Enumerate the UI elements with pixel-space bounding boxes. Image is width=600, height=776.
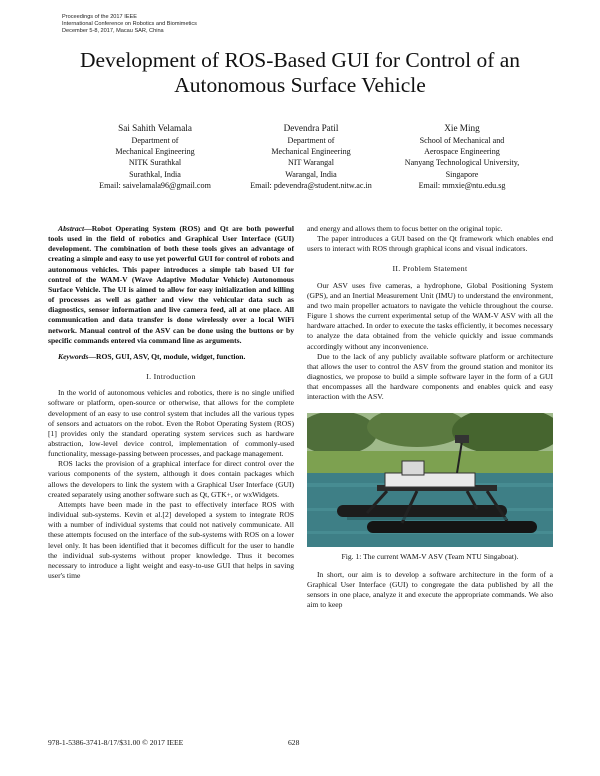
proceedings-header	[62, 14, 197, 36]
right-column	[307, 224, 553, 610]
author-line: Mechanical Engineering	[115, 146, 195, 156]
paragraph: and energy and allows them to focus better on the original topic.	[307, 224, 503, 233]
paragraph: ROS lacks the provision of a graphical interface for direct control over the various components of the system, although it does contain packages which allows the developers to link the system with a Graphical User Interface (GUI) created separately using another software such as Qt, GTK+, or wxWidgets.	[48, 459, 294, 499]
asv-photo-illustration	[307, 413, 553, 547]
author-email: Email: pdevendra@student.nitw.ac.in	[250, 181, 372, 191]
section-heading-introduction: I. Introduction	[146, 372, 196, 382]
title-line: Development of ROS-Based GUI for Control of an	[79, 48, 521, 72]
paper-title	[30, 48, 570, 98]
author-name: Xie Ming	[444, 123, 480, 133]
author-line: Nanyang Technological University,	[404, 158, 520, 168]
abstract	[48, 224, 294, 346]
paragraph: In short, our aim is to develop a software architecture in the form of a Graphical User Interface (GUI) to congregate the data published by all the sensors in one place, analyze it and execute the appropriate commands. We also aim to keep	[307, 569, 553, 610]
author-line: Department of	[131, 135, 179, 145]
author-line: NITK Surathkal	[128, 158, 182, 168]
abstract-label: Abstract	[58, 224, 85, 233]
paragraph: In the world of autonomous vehicles and robotics, there is no single unified software or platform, open-source or otherwise, that allows for the complete development of an easy to use control system that includes all the various types of sensors and actuators on the robot. Even the Robot Operating System (ROS) [1] provides only the standard operating system services such as hardware abstraction, low-level device control, implementation of commonly-used functionality, message-passing between processes, and package management.	[48, 388, 294, 459]
paragraph: Attempts have been made in the past to effectively interface ROS with individual sub-systems. Kevin et al.[2] developed a system to integrate ROS with a number of individual systems that could not natively communicate. All these attempts focused on the interface of the sub-systems with ROS on a lower level only. It has been identified that it becomes difficult for the user to handle the individual sub-systems without proper knowledge. Thus it becomes necessary to introduce a light weight and easy-to-use GUI that helps in saving user's time	[48, 499, 294, 580]
figure-caption: Fig. 1: The current WAM-V ASV (Team NTU Singaboat).	[341, 551, 519, 561]
keywords-label: Keywords	[58, 351, 89, 361]
author-line: Aerospace Engineering	[424, 146, 500, 156]
author-name: Sai Sahith Velamala	[118, 123, 192, 133]
author-block	[66, 122, 244, 192]
section-heading-problem-statement: II. Problem Statement	[392, 264, 468, 274]
author-line: NIT Warangal	[287, 158, 335, 168]
keywords	[48, 352, 294, 362]
paragraph: Our ASV uses five cameras, a hydrophone, Global Positioning System (GPS), and an Inertial Measurement Unit (IMU) to understand the environment, and two main propeller actuators to navigate the vehicle throughout the course. Figure 1 shows the current experimental setup of the WAM-V ASV with all the hardware attached. In order to execute the tasks efficiently, it becomes necessary to analyze the data obtained from the vehicle quickly and issue commands accordingly without any inconvenience.	[307, 280, 553, 351]
keywords-text: —ROS, GUI, ASV, Qt, module, widget, function.	[88, 351, 246, 361]
author-email: Email: saivelamala96@gmail.com	[99, 181, 211, 191]
page-number: 628	[288, 738, 300, 747]
paragraph: The paper introduces a GUI based on the Qt framework which enables end users to interact with ROS through graphical icons and visual indicators.	[307, 234, 553, 254]
abstract-text: —Robot Operating System (ROS) and Qt are both powerful tools used in the field of robotics and Graphical User Interface (GUI) development. The combination of both these tools gives an advantage of creating a simple and easy to use yet powerful GUI for control of robots and autonomous vehicles. This paper introduces a simple tab based UI for control of the WAM-V (Wave Adaptive Modular Vehicle) Autonomous Surface Vehicle. The UI is aimed to allow for easy initialization and killing of processes as well as gather and view the vehicular data such as diagnostics, sensor information and live camera feed, all at one place. All communication and data transfer is done wirelessly over a local WiFi network. Manual control of the ASV can be done using the buttons or by specific commands entered via command line as arguments.	[48, 224, 294, 345]
author-line: Mechanical Engineering	[271, 146, 351, 156]
title-line: Autonomous Surface Vehicle	[174, 73, 426, 97]
author-name: Devendra Patil	[283, 123, 339, 133]
author-line: Department of	[287, 135, 335, 145]
author-block	[373, 122, 551, 192]
proceedings-line: Proceedings of the 2017 IEEE	[62, 14, 137, 20]
author-line: Warangal, India	[285, 169, 337, 179]
author-line: School of Mechanical and	[419, 135, 505, 145]
proceedings-line: International Conference on Robotics and Biomimetics	[62, 21, 197, 28]
footer-copyright: 978-1-5386-3741-8/17/$31.00 © 2017 IEEE	[48, 738, 184, 747]
paragraph: Due to the lack of any publicly available software platform or architecture that allows the user to control the ASV from the ground station and monitor its diagnostics, we propose to build a simple software layer in the form of a GUI that encompasses all the hardware components and enables quick and easy interaction with the ASV.	[307, 351, 553, 402]
author-line: Surathkal, India	[129, 169, 181, 179]
figure-photo	[307, 413, 553, 547]
author-line: Singapore	[445, 169, 479, 179]
left-column	[48, 224, 294, 581]
proceedings-line: December 5-8, 2017, Macau SAR, China	[62, 28, 164, 35]
author-email: Email: mmxie@ntu.edu.sg	[418, 181, 506, 191]
